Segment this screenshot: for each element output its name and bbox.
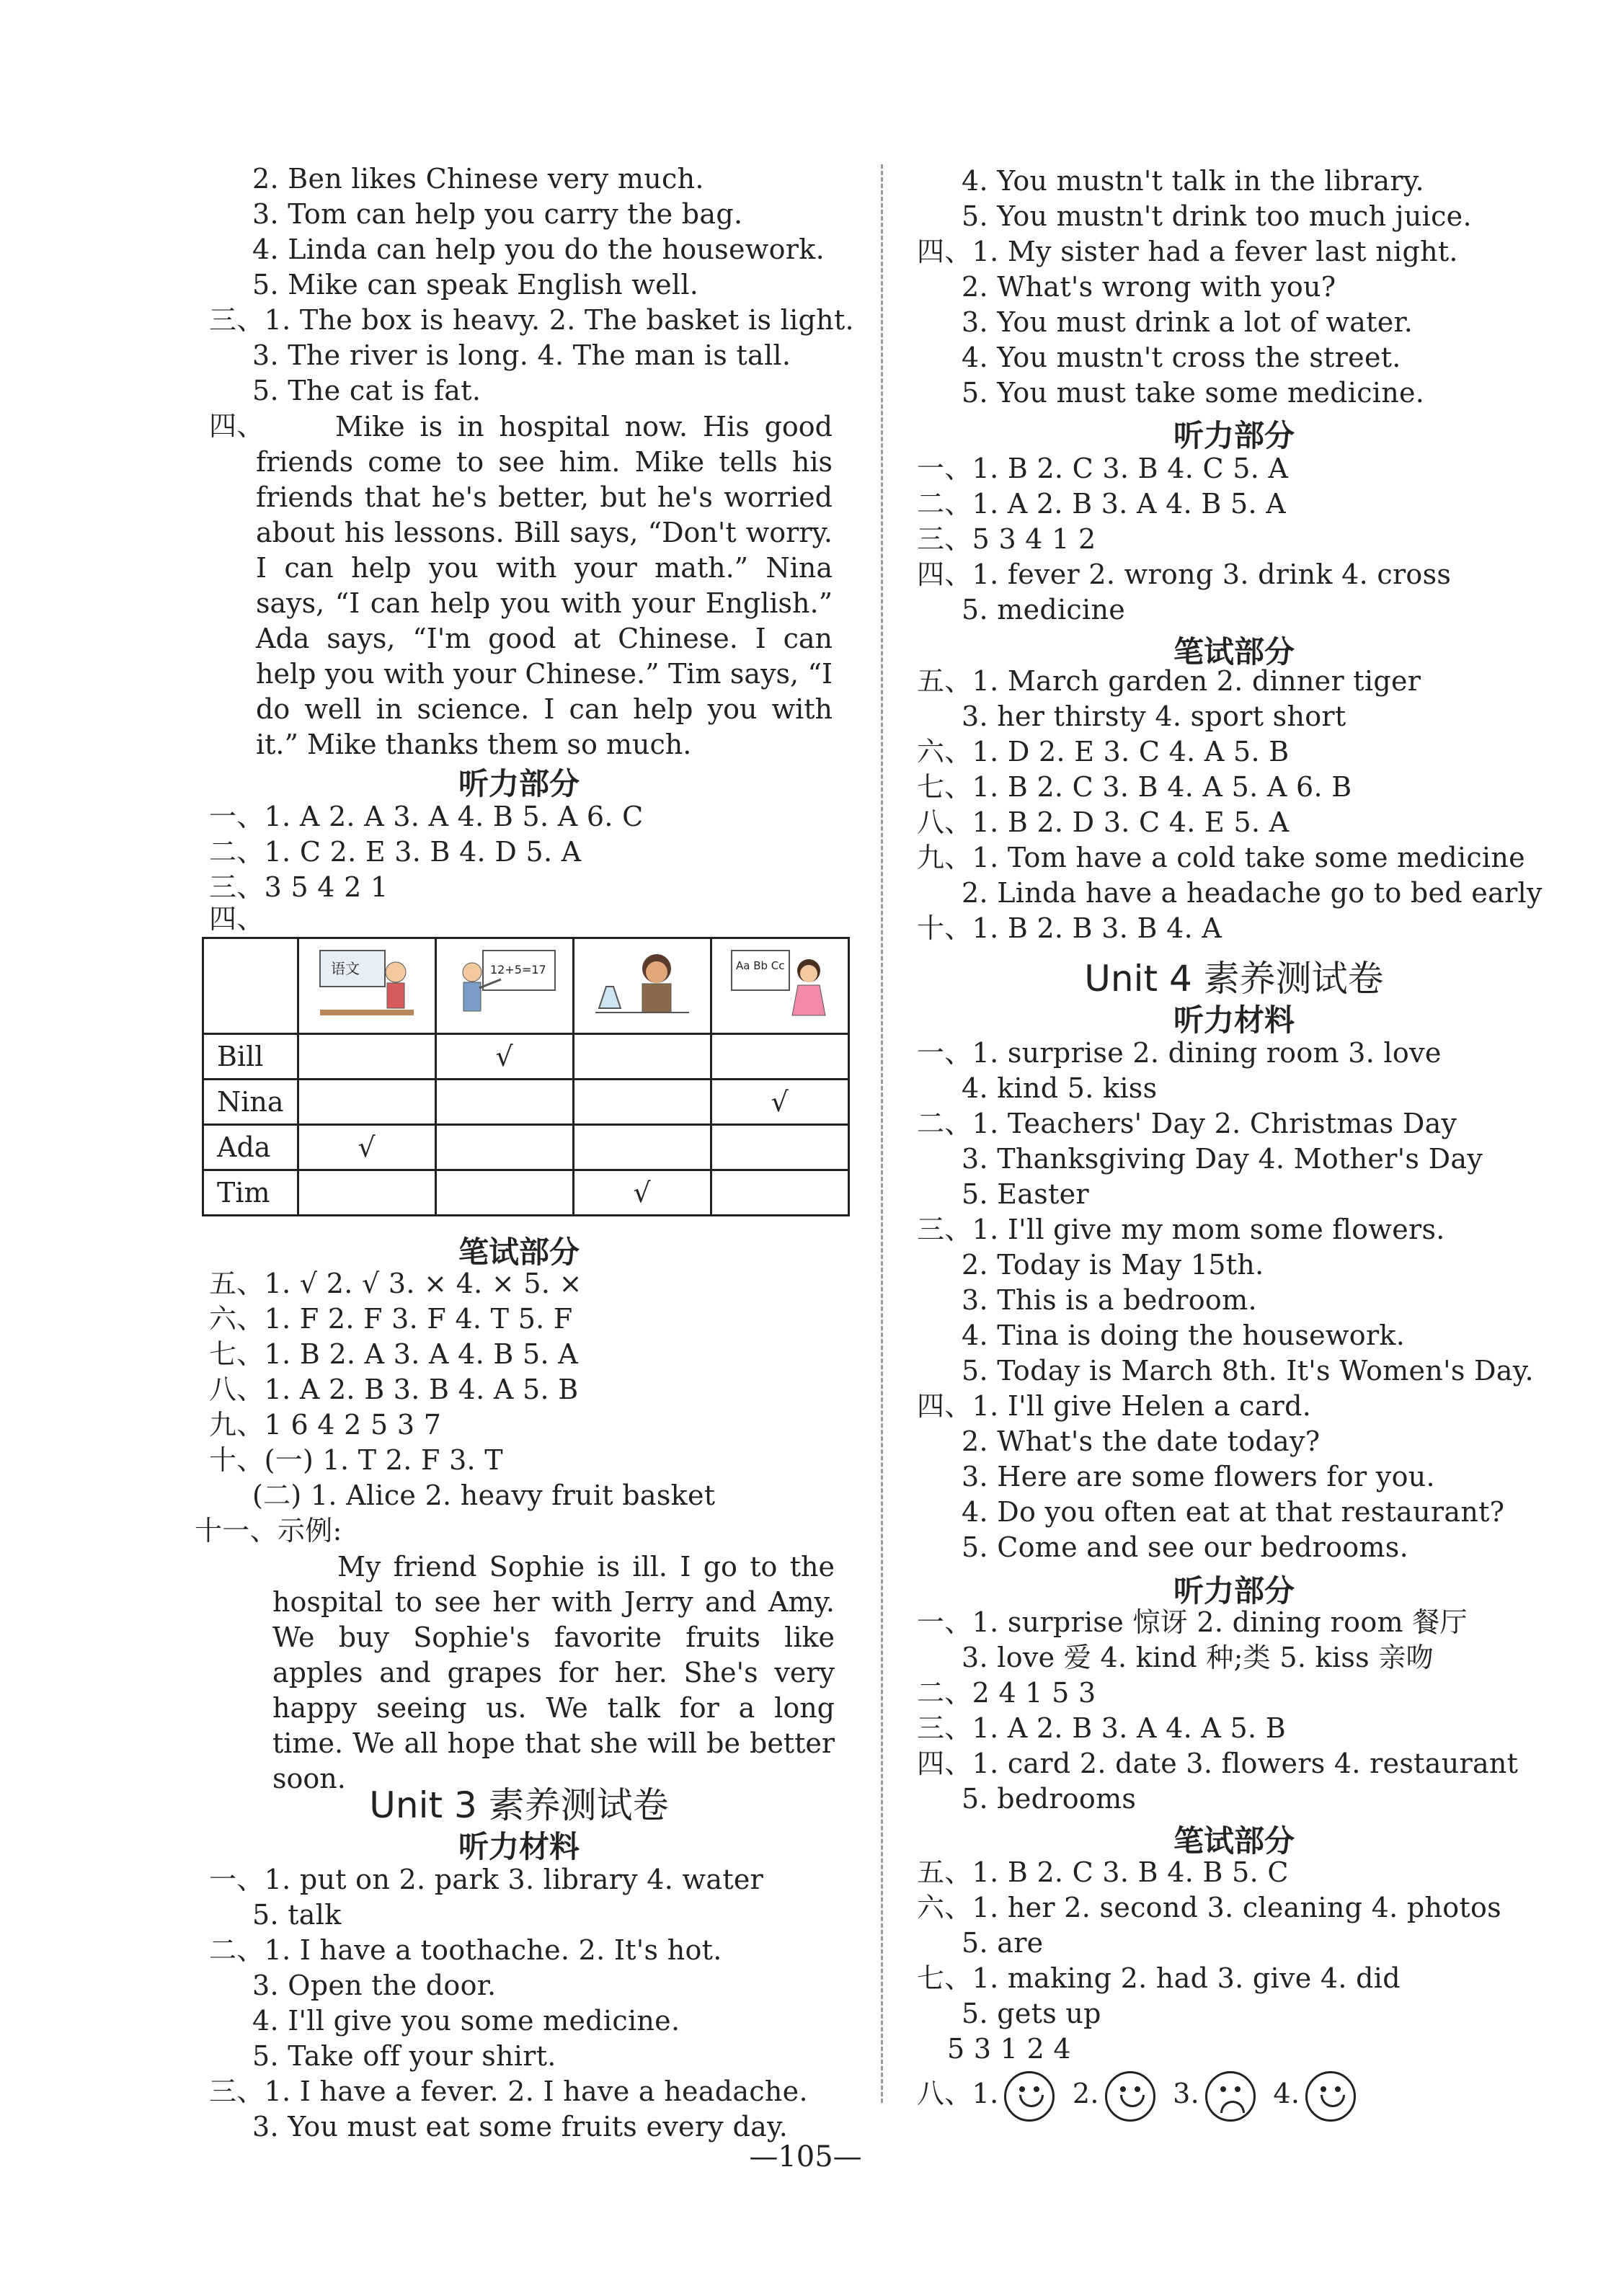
student-name: Nina — [203, 1080, 298, 1125]
answer-line: 五、1. March garden 2. dinner tiger — [917, 665, 1421, 697]
answer-line: 四、1. fever 2. wrong 3. drink 4. cross — [917, 559, 1452, 590]
answer-line: 5. gets up — [962, 1998, 1101, 2029]
tick-cell — [298, 1080, 435, 1125]
answer-line: 4. kind 5. kiss — [962, 1072, 1158, 1104]
picture-label: 12+5=17 — [489, 962, 546, 976]
answer-line: 5. talk — [252, 1899, 342, 1931]
table-header-row — [203, 938, 849, 1034]
tick-cell: √ — [573, 1170, 711, 1216]
listening-heading: 听力部分 — [1173, 1573, 1295, 1608]
table-row — [203, 1080, 849, 1125]
smiley-face-icon — [1004, 2071, 1055, 2122]
answer-line: 4. Tina is doing the housework. — [962, 1320, 1406, 1351]
answer-line: (二) 1. Alice 2. heavy fruit basket — [252, 1480, 716, 1511]
answer-line: 九、1 6 4 2 5 3 7 — [209, 1409, 442, 1441]
answer-line: 十、(一) 1. T 2. F 3. T — [209, 1444, 503, 1476]
answer-line: 六、1. D 2. E 3. C 4. A 5. B — [917, 736, 1290, 767]
answer-line: 七、1. B 2. C 3. B 4. A 5. A 6. B — [917, 771, 1352, 803]
student-name: Bill — [203, 1034, 298, 1080]
answer-line: 3. This is a bedroom. — [962, 1284, 1257, 1316]
answer-line: 二、1. C 2. E 3. B 4. D 5. A — [209, 836, 582, 868]
answer-line: 三、1. I have a fever. 2. I have a headache. — [209, 2075, 808, 2107]
faces-label: 2. — [1072, 2078, 1099, 2109]
unit4-subtitle: 听力材料 — [1173, 1002, 1295, 1038]
listening-heading: 听力部分 — [458, 766, 580, 801]
answer-line: 三、1. The box is heavy. 2. The basket is light. — [209, 304, 854, 336]
answer-line: 一、1. surprise 2. dining room 3. love — [917, 1037, 1442, 1069]
answer-line: 2. Ben likes Chinese very much. — [252, 163, 704, 195]
table-row — [203, 1034, 849, 1080]
answer-line: 3. Open the door. — [252, 1970, 497, 2001]
answer-line: 五、1. B 2. C 3. B 4. B 5. C — [917, 1856, 1289, 1888]
answer-line: 3. You must drink a lot of water. — [962, 306, 1413, 338]
student-name: Tim — [203, 1170, 298, 1216]
answer-line: 十、1. B 2. B 3. B 4. A — [917, 912, 1222, 944]
answer-line: 三、3 5 4 2 1 — [209, 871, 389, 903]
faces-label: 4. — [1273, 2078, 1300, 2109]
answer-line: 3. her thirsty 4. sport short — [962, 700, 1346, 732]
faces-label: 3. — [1173, 2078, 1199, 2109]
unit3-subtitle: 听力材料 — [458, 1829, 580, 1864]
unit4-title: Unit 4 素养测试卷 — [1084, 958, 1384, 1000]
picture-science — [573, 938, 711, 1034]
answer-line: 二、1. Teachers' Day 2. Christmas Day — [917, 1108, 1457, 1139]
answer-line: 5. You mustn't drink too much juice. — [962, 200, 1472, 232]
tick-cell — [435, 1080, 573, 1125]
answer-line: 十一、示例: — [195, 1515, 342, 1547]
answer-line: 三、5 3 4 1 2 — [917, 523, 1096, 555]
sample-essay-text: My friend Sophie is ill. I go to the hospital to see her with Jerry and Amy. We buy Sophie's favorite fruits like apples and grapes for her. She's very happy seeing us. We talk for a long time. We all hope that she will be better soon. — [272, 1551, 835, 1794]
answer-line: 4. Do you often eat at that restaurant? — [962, 1496, 1505, 1528]
tick-cell: √ — [298, 1125, 435, 1170]
answer-line: 5. bedrooms — [962, 1783, 1137, 1815]
faces-row — [917, 2068, 1364, 2122]
listening-heading: 听力部分 — [1173, 418, 1295, 453]
answer-line: 2. Linda have a headache go to bed early — [962, 877, 1543, 909]
answer-line: 一、1. put on 2. park 3. library 4. water — [209, 1864, 764, 1895]
answer-line: 一、1. surprise 惊讶 2. dining room 餐厅 — [917, 1606, 1468, 1638]
answer-line: 5. Mike can speak English well. — [252, 269, 699, 301]
answer-line: 四、1. My sister had a fever last night. — [917, 236, 1458, 267]
answer-line: 4. I'll give you some medicine. — [252, 2005, 680, 2037]
answer-line: 2. What's wrong with you? — [962, 271, 1336, 303]
answer-line: 5. medicine — [962, 594, 1126, 626]
answer-line: 二、2 4 1 5 3 — [917, 1677, 1096, 1709]
tick-cell — [298, 1034, 435, 1080]
tick-cell — [298, 1170, 435, 1216]
sample-essay — [272, 1549, 835, 1797]
chinese-class-picture — [313, 943, 421, 1023]
answer-line: 六、1. F 2. F 3. F 4. T 5. F — [209, 1303, 573, 1335]
answer-line: 5. You must take some medicine. — [962, 377, 1425, 409]
answer-line: 三、1. A 2. B 3. A 4. A 5. B — [917, 1712, 1286, 1744]
answer-line: 二、1. I have a toothache. 2. It's hot. — [209, 1934, 722, 1966]
answer-line: 3. Thanksgiving Day 4. Mother's Day — [962, 1143, 1483, 1175]
answer-line: 一、1. B 2. C 3. B 4. C 5. A — [917, 453, 1289, 484]
section-label: 四、 — [209, 410, 265, 442]
passage — [256, 409, 833, 762]
smiley-face-icon — [1105, 2071, 1155, 2122]
tick-cell — [435, 1125, 573, 1170]
tick-cell — [573, 1125, 711, 1170]
table-corner-cell — [203, 938, 298, 1034]
answer-line: 4. You mustn't talk in the library. — [962, 165, 1424, 197]
answer-line: 3. Here are some flowers for you. — [962, 1461, 1435, 1492]
answer-line: 2. Today is May 15th. — [962, 1249, 1264, 1281]
answer-line: 2. What's the date today? — [962, 1425, 1321, 1457]
answer-line: 七、1. making 2. had 3. give 4. did — [917, 1962, 1401, 1994]
picture-label: Aa Bb Cc — [735, 958, 785, 972]
answer-line: 六、1. her 2. second 3. cleaning 4. photos — [917, 1892, 1501, 1923]
unit3-title: Unit 3 素养测试卷 — [369, 1784, 669, 1826]
student-name: Ada — [203, 1125, 298, 1170]
written-heading: 笔试部分 — [1173, 634, 1295, 669]
math-class-picture — [451, 943, 559, 1023]
answer-line: 5. Take off your shirt. — [252, 2040, 556, 2072]
answer-line: 5. are — [962, 1927, 1044, 1959]
answer-line: 二、1. A 2. B 3. A 4. B 5. A — [917, 488, 1286, 520]
tick-cell — [711, 1034, 848, 1080]
smiley-face-icon — [1305, 2071, 1356, 2122]
tick-cell: √ — [435, 1034, 573, 1080]
answer-line: 四、1. I'll give Helen a card. — [917, 1390, 1312, 1422]
answer-line: 5 3 1 2 4 — [947, 2033, 1071, 2065]
picture-english — [711, 938, 848, 1034]
answer-line: 四、 — [209, 903, 265, 935]
answer-line: 3. love 爱 4. kind 种;类 5. kiss 亲吻 — [962, 1642, 1434, 1673]
answer-line: 八、1. A 2. B 3. B 4. A 5. B — [209, 1374, 579, 1405]
picture-label: 语文 — [330, 959, 360, 977]
tick-cell: √ — [711, 1080, 848, 1125]
table-row — [203, 1170, 849, 1216]
answer-table — [202, 937, 850, 1216]
answer-line: 九、1. Tom have a cold take some medicine — [917, 842, 1525, 873]
answer-line: 3. You must eat some fruits every day. — [252, 2111, 789, 2143]
written-heading: 笔试部分 — [1173, 1823, 1295, 1859]
answer-line: 5. The cat is fat. — [252, 375, 481, 406]
answer-line: 四、1. card 2. date 3. flowers 4. restaurant — [917, 1748, 1519, 1779]
answer-line: 3. Tom can help you carry the bag. — [252, 198, 743, 230]
tick-cell — [711, 1170, 848, 1216]
science-class-picture — [588, 943, 696, 1023]
page-number: —105— — [749, 2140, 862, 2173]
answer-line: 七、1. B 2. A 3. A 4. B 5. A — [209, 1338, 578, 1370]
answer-line: 三、1. I'll give my mom some flowers. — [917, 1214, 1445, 1245]
faces-label: 八、1. — [917, 2078, 999, 2109]
answer-line: 5. Easter — [962, 1178, 1089, 1210]
passage-text: Mike is in hospital now. His good friends come to see him. Mike tells his friends that he's better, but he's worried about his lessons. Bill says, “Don't worry. I can help you with your math.” Nina says, “I can help you with your English.” Ada says, “I'm good at Chinese. I can help you with your Chinese.” Tim says, “I do well in science. I can help you with it.” Mike thanks them so much. — [256, 411, 833, 760]
tick-cell — [573, 1034, 711, 1080]
answer-line: 4. Linda can help you do the housework. — [252, 233, 825, 265]
tick-cell — [573, 1080, 711, 1125]
english-class-picture — [726, 943, 834, 1023]
answer-line: 3. The river is long. 4. The man is tall. — [252, 339, 791, 371]
column-divider — [881, 164, 883, 2103]
sad-face-icon — [1205, 2071, 1256, 2122]
answer-line: 5. Today is March 8th. It's Women's Day. — [962, 1355, 1534, 1387]
tick-cell — [711, 1125, 848, 1170]
picture-math — [435, 938, 573, 1034]
table-row — [203, 1125, 849, 1170]
tick-cell — [435, 1170, 573, 1216]
answer-line: 五、1. √ 2. √ 3. × 4. × 5. × — [209, 1268, 582, 1299]
answer-line: 一、1. A 2. A 3. A 4. B 5. A 6. C — [209, 801, 644, 832]
answer-line: 八、1. B 2. D 3. C 4. E 5. A — [917, 806, 1290, 838]
picture-chinese — [298, 938, 435, 1034]
answer-line: 5. Come and see our bedrooms. — [962, 1531, 1408, 1563]
written-heading: 笔试部分 — [458, 1234, 580, 1270]
answer-line: 4. You mustn't cross the street. — [962, 342, 1401, 373]
